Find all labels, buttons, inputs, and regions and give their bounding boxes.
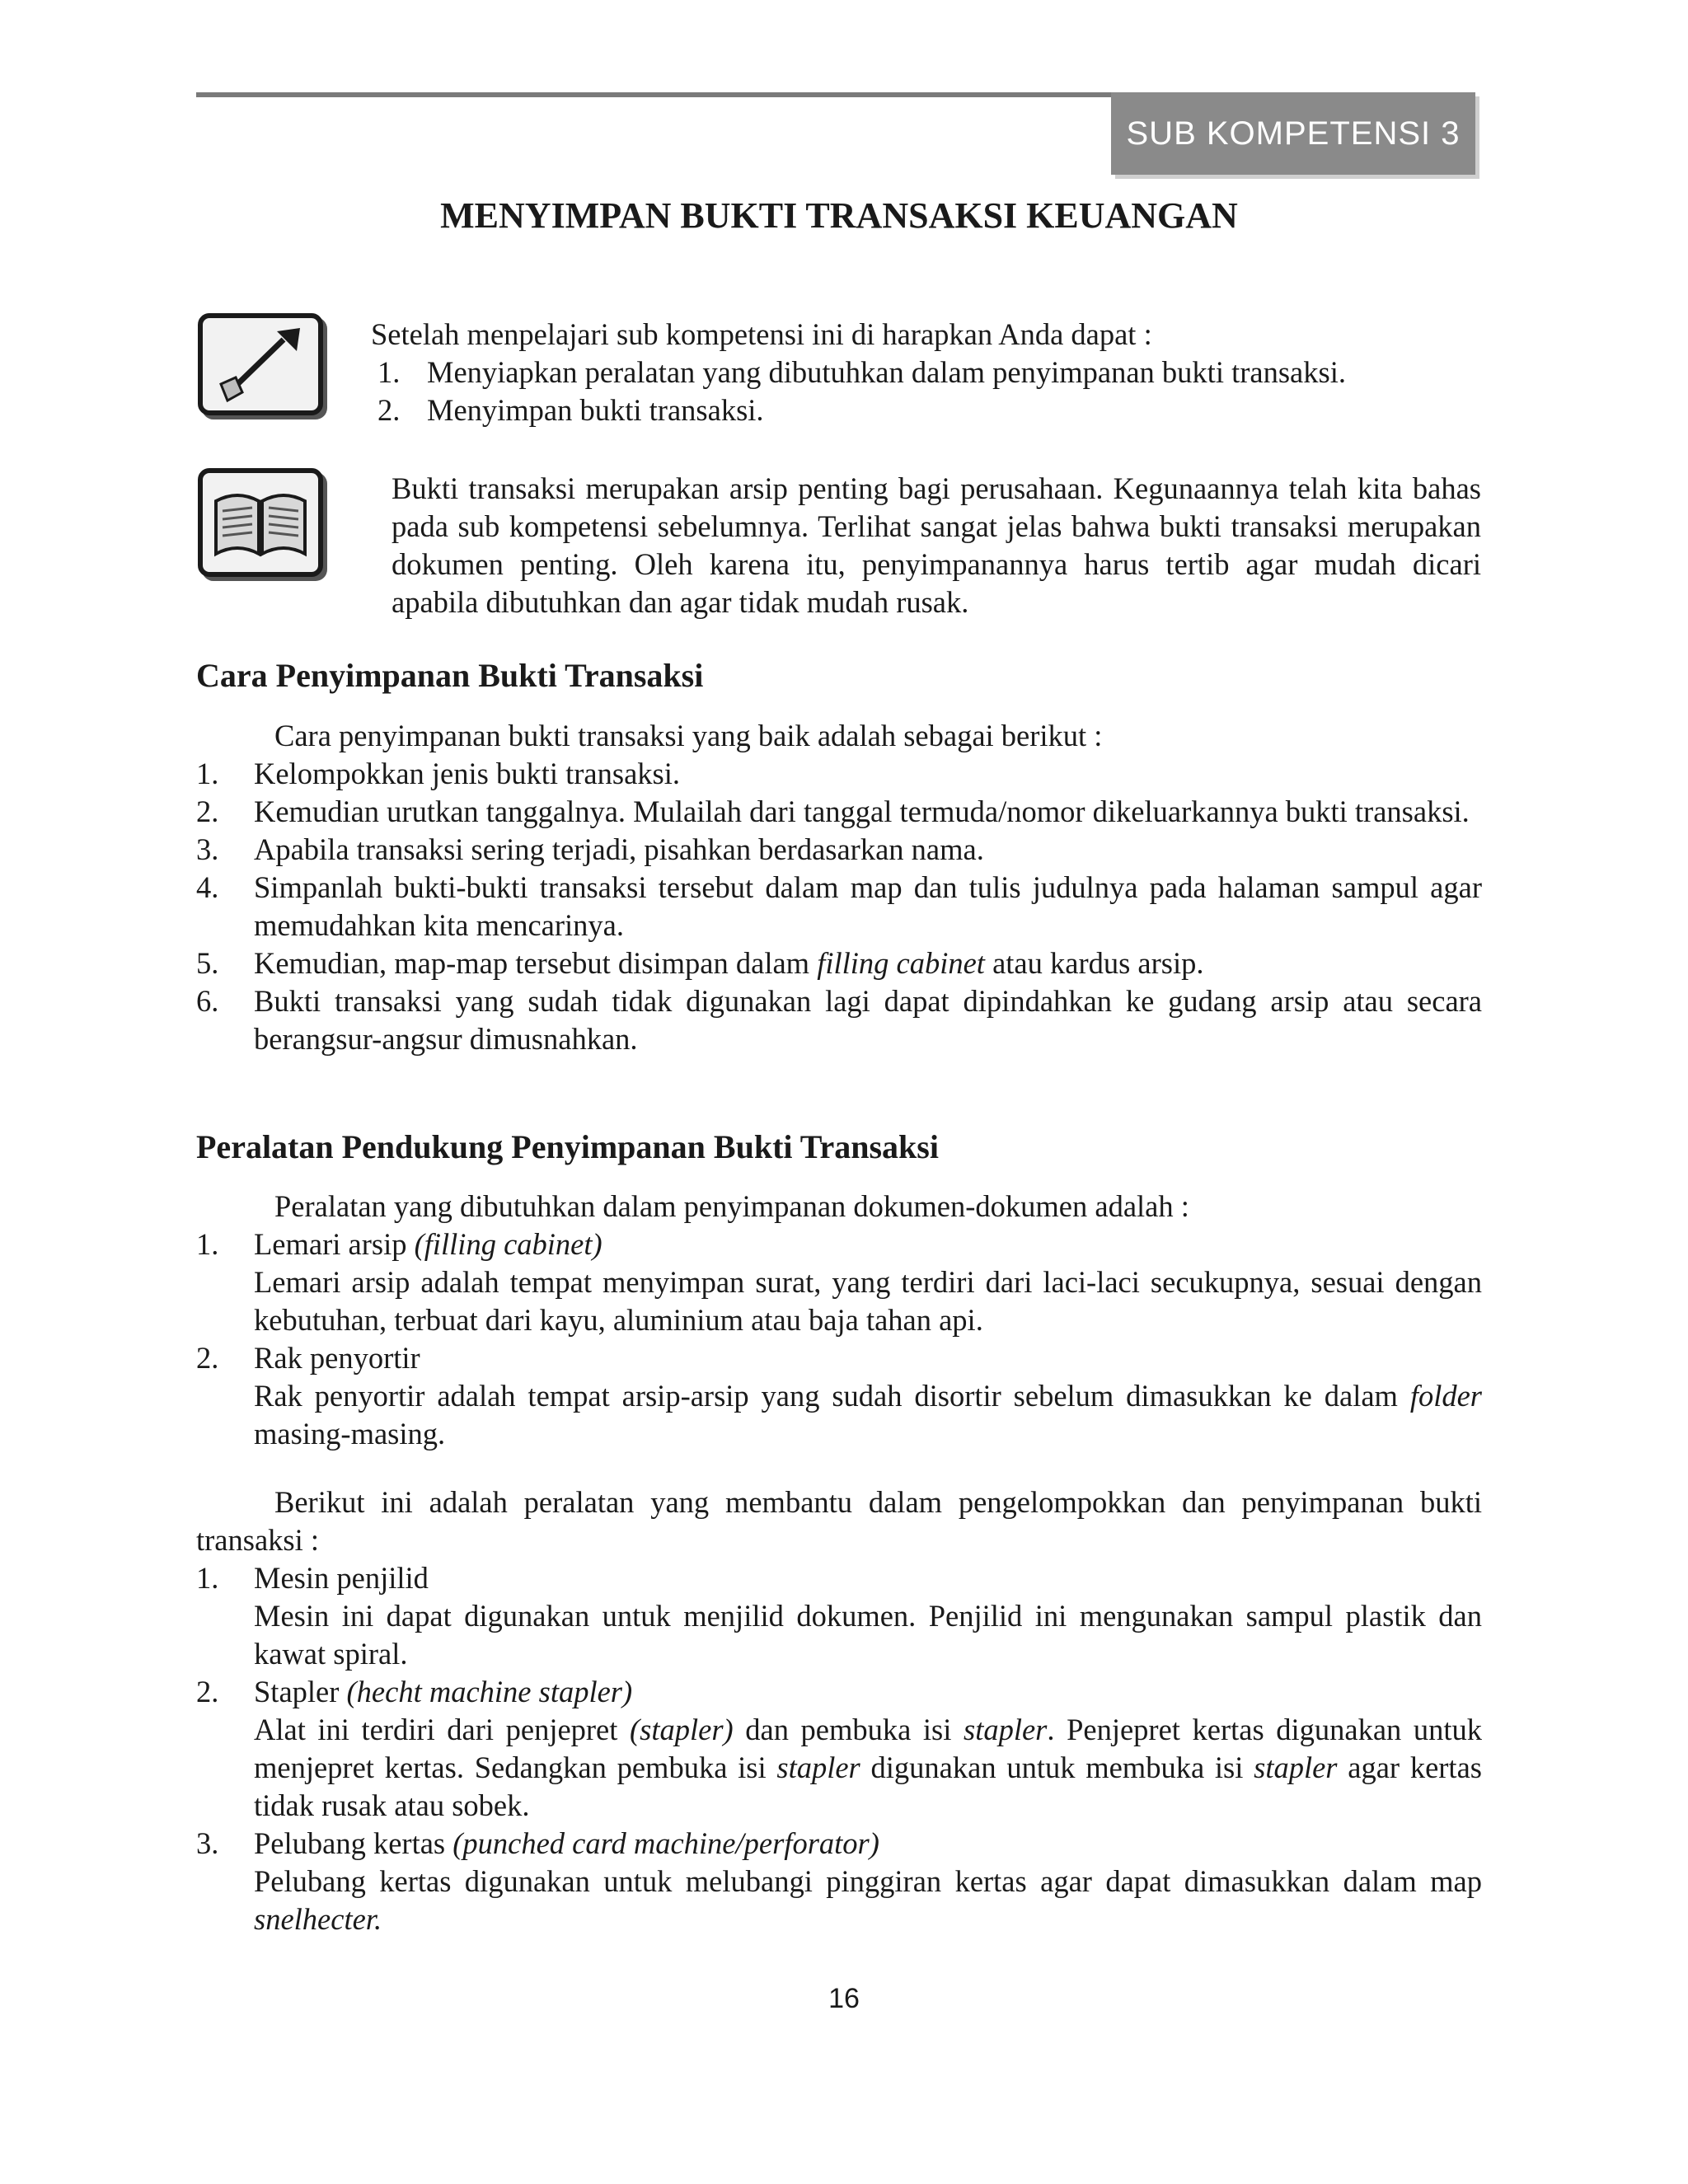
desc-text: Alat ini terdiri dari penjepret bbox=[254, 1713, 630, 1746]
list-item bbox=[196, 793, 1482, 831]
page-number: 16 bbox=[828, 1983, 860, 2014]
section-intro-2: Berikut ini adalah peralatan yang membantu dalam pengelompokkan dan penyimpanan bukti transaksi : bbox=[196, 1485, 1482, 1557]
item-text: Kemudian urutkan tanggalnya. Mulailah dari tanggal termuda/nomor dikeluarkannya bukti transaksi. bbox=[254, 794, 1470, 828]
open-book-icon bbox=[198, 468, 323, 577]
item-description: Mesin ini dapat digunakan untuk menjilid dokumen. Penjilid ini mengunakan sampul plastik dan kawat spiral. bbox=[254, 1599, 1482, 1671]
item-label: Mesin penjilid bbox=[254, 1561, 429, 1595]
item-description bbox=[254, 1377, 1482, 1453]
item-label: Lemari arsip bbox=[254, 1227, 415, 1261]
item-text: atau kardus arsip. bbox=[984, 946, 1204, 980]
item-number: 1. bbox=[196, 1561, 219, 1595]
section-heading: Cara Penyimpanan Bukti Transaksi bbox=[196, 657, 704, 694]
item-term: (hecht machine stapler) bbox=[346, 1675, 633, 1708]
list-item bbox=[196, 1226, 1482, 1339]
item-text: Simpanlah bukti-bukti transaksi tersebut dalam map dan tulis judulnya pada halaman sampul agar memudahkan kita mencarinya. bbox=[254, 870, 1482, 942]
item-number: 2. bbox=[196, 1675, 219, 1708]
item-number: 5. bbox=[196, 946, 219, 980]
item-number: 1. bbox=[196, 1227, 219, 1261]
item-number: 2. bbox=[196, 794, 219, 828]
item-term: (stapler) bbox=[629, 1713, 734, 1746]
list-item bbox=[196, 1825, 1482, 1938]
desc-text: dan pembuka isi bbox=[733, 1713, 964, 1746]
item-label: Rak penyortir bbox=[254, 1341, 420, 1375]
list-item bbox=[196, 1673, 1482, 1825]
item-term: filling cabinet bbox=[817, 946, 985, 980]
section-heading: Peralatan Pendukung Penyimpanan Bukti Transaksi bbox=[196, 1128, 939, 1165]
objectives-list bbox=[377, 354, 1474, 429]
desc-text: . Penjepret kertas digunakan untuk menjepret kertas. Sedangkan pembuka isi bbox=[254, 1713, 1482, 1784]
item-term: (filling cabinet) bbox=[414, 1227, 603, 1261]
item-number: 1. bbox=[377, 355, 401, 389]
desc-text: digunakan untuk membuka isi bbox=[860, 1750, 1254, 1784]
item-text: Menyimpan bukti transaksi. bbox=[427, 393, 764, 427]
item-number: 1. bbox=[196, 757, 219, 790]
item-description bbox=[254, 1863, 1482, 1938]
item-term: stapler bbox=[1254, 1750, 1338, 1784]
item-term: snelhecter. bbox=[254, 1902, 382, 1936]
item-term: stapler bbox=[776, 1750, 860, 1784]
section-intro: Cara penyimpanan bukti transaksi yang baik adalah sebagai berikut : bbox=[274, 719, 1103, 752]
item-number: 6. bbox=[196, 984, 219, 1018]
desc-text: masing-masing. bbox=[254, 1417, 446, 1451]
item-description: Lemari arsip adalah tempat menyimpan surat, yang terdiri dari laci-laci secukupnya, sesuai dengan kebutuhan, terbuat dari kayu, aluminium atau baja tahan api. bbox=[254, 1265, 1482, 1337]
desc-text: Pelubang kertas digunakan untuk melubangi pinggiran kertas agar dapat dimasukkan dalam map bbox=[254, 1864, 1482, 1898]
item-text: Menyiapkan peralatan yang dibutuhkan dalam penyimpanan bukti transaksi. bbox=[427, 355, 1346, 389]
list-item bbox=[196, 982, 1482, 1058]
item-number: 3. bbox=[196, 832, 219, 866]
item-term: folder bbox=[1409, 1379, 1482, 1413]
list-item bbox=[196, 1339, 1482, 1453]
item-text: Bukti transaksi yang sudah tidak digunakan lagi dapat dipindahkan ke gudang arsip atau secara berangsur-angsur dimusnahkan. bbox=[254, 984, 1482, 1056]
item-text: Kelompokkan jenis bukti transaksi. bbox=[254, 757, 681, 790]
item-description bbox=[254, 1711, 1482, 1825]
header-rule bbox=[196, 92, 1111, 97]
desc-text: Rak penyortir adalah tempat arsip-arsip yang sudah disortir sebelum dimasukkan ke dalam bbox=[254, 1379, 1410, 1413]
list-item bbox=[377, 391, 1474, 429]
item-text: Kemudian, map-map tersebut disimpan dalam bbox=[254, 946, 818, 980]
target-arrow-icon bbox=[198, 313, 323, 415]
overview-paragraph: Bukti transaksi merupakan arsip penting bagi perusahaan. Kegunaannya telah kita bahas pada sub kompetensi sebelumnya. Terlihat sangat jelas bahwa bukti transaksi merupakan dokumen penting. Oleh karena itu, penyimpanannya harus tertib agar mudah dicari apabila dibutuhkan dan agar tidak mudah rusak. bbox=[392, 471, 1481, 619]
list-item bbox=[377, 354, 1474, 391]
list-item bbox=[196, 831, 1482, 869]
item-text: Apabila transaksi sering terjadi, pisahkan berdasarkan nama. bbox=[254, 832, 984, 866]
equipment-list bbox=[196, 1226, 1482, 1453]
item-number: 2. bbox=[377, 393, 401, 427]
storage-steps-list bbox=[196, 755, 1482, 1058]
section-intro: Peralatan yang dibutuhkan dalam penyimpanan dokumen-dokumen adalah : bbox=[274, 1189, 1189, 1223]
item-label: Stapler bbox=[254, 1675, 347, 1708]
sub-competency-badge: SUB KOMPETENSI 3 bbox=[1111, 92, 1475, 175]
tools-list bbox=[196, 1559, 1482, 1938]
item-number: 2. bbox=[196, 1341, 219, 1375]
page-title: MENYIMPAN BUKTI TRANSAKSI KEUANGAN bbox=[440, 195, 1238, 236]
list-item bbox=[196, 944, 1482, 982]
item-number: 4. bbox=[196, 870, 219, 904]
item-term: stapler bbox=[963, 1713, 1048, 1746]
item-number: 3. bbox=[196, 1826, 219, 1860]
desc-text: agar kertas tidak rusak atau sobek. bbox=[254, 1750, 1482, 1822]
list-item bbox=[196, 1559, 1482, 1673]
item-term: (punched card machine/perforator) bbox=[452, 1826, 879, 1860]
list-item bbox=[196, 755, 1482, 793]
item-label: Pelubang kertas bbox=[254, 1826, 453, 1860]
list-item bbox=[196, 869, 1482, 944]
objectives-intro: Setelah menpelajari sub kompetensi ini di harapkan Anda dapat : bbox=[371, 317, 1152, 351]
